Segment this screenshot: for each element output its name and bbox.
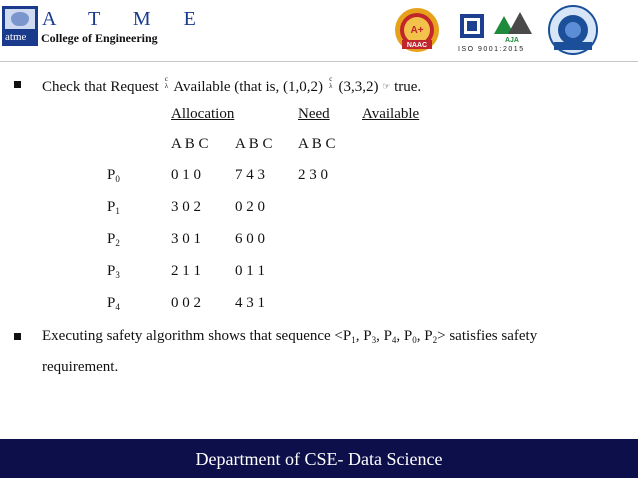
allocation-value: 3 0 2: [171, 199, 201, 215]
alloc-abc-subheader: A B C: [171, 136, 209, 152]
process-label: $P_2$: [107, 231, 120, 248]
request-text: Check that Request: [42, 79, 159, 95]
need-value: 7 4 3: [235, 167, 265, 183]
available-header: Available: [362, 106, 420, 122]
brand-title: A T M E: [42, 8, 210, 30]
subset-symbol-icon: c λ: [164, 75, 169, 90]
available-text: Available (that is, (1,0,2): [173, 79, 324, 95]
naac-badge-icon: [390, 6, 444, 56]
college-name: College of Engineering: [41, 31, 158, 45]
atme-logo: [2, 6, 38, 46]
bullet-icon: [14, 333, 21, 340]
header-divider: [0, 61, 638, 62]
max-abc-subheader: A B C: [235, 136, 273, 152]
process-label: $P_3$: [107, 263, 120, 280]
allocation-value: 3 0 1: [171, 231, 201, 247]
safety-requirement-line: requirement.: [42, 359, 119, 375]
allocation-value: 0 1 0: [171, 167, 201, 183]
need-header: Need: [298, 106, 330, 122]
aja-icon: [490, 10, 534, 44]
logo-word: atme: [5, 31, 27, 43]
svg-text:NAAC: NAAC: [406, 42, 428, 49]
need-value: 6 0 0: [235, 231, 265, 247]
allocation-value: 0 0 2: [171, 295, 201, 311]
process-label: $P_1$: [107, 199, 120, 216]
need-abc-subheader: A B C: [298, 136, 336, 152]
true-text: true.: [394, 79, 422, 95]
need-value: 0 2 0: [235, 199, 265, 215]
usas-icon: [458, 12, 488, 46]
arrow-glyph-icon: ☞: [382, 81, 391, 91]
allocation-value: 2 1 1: [171, 263, 201, 279]
cse-data-science-logo-icon: [544, 4, 602, 56]
safety-sequence-line: Executing safety algorithm shows that sequence $<P_1$, $P_3$, $P_4$, $P_0$, $P_2>$ satisfies safety: [42, 328, 538, 345]
svg-text:A+: A+: [410, 25, 424, 36]
process-label: $P_4$: [107, 295, 120, 312]
vector-text: (3,3,2): [338, 79, 379, 95]
bullet-icon: [14, 81, 21, 88]
footer-bar: [0, 439, 638, 478]
available-value: 2 3 0: [298, 167, 328, 183]
need-value: 4 3 1: [235, 295, 265, 311]
footer-department: Department of CSE- Data Science: [195, 449, 443, 469]
svg-text:AJA: AJA: [504, 37, 520, 44]
process-label: $P_0$: [107, 167, 120, 184]
iso-label: ISO 9001:2015: [458, 46, 525, 53]
allocation-header: Allocation: [171, 106, 235, 122]
crest-icon: [5, 9, 35, 29]
need-value: 0 1 1: [235, 263, 265, 279]
request-check-line: [42, 76, 421, 96]
subset-symbol-icon: c λ: [329, 75, 333, 90]
